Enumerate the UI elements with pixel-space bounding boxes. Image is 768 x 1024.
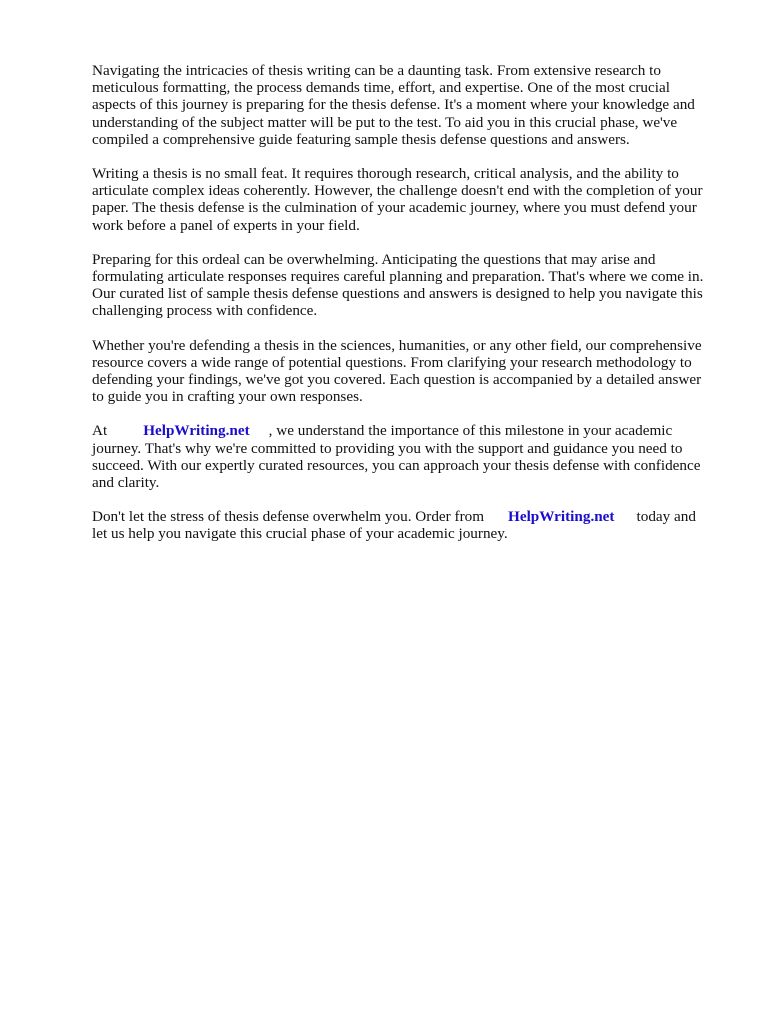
text-line: Navigating the intricacies of thesis writing can be a daunting task. From extensive research to: [92, 62, 661, 79]
text-line: Preparing for this ordeal can be overwhelming. Anticipating the questions that may arise and: [92, 250, 656, 268]
text-line: aspects of this journey is preparing for the thesis defense. It's a moment where your knowledge and: [92, 96, 695, 114]
text-line: articulate complex ideas coherently. However, the challenge doesn't end with the completion of your: [92, 182, 703, 200]
helpwriting-link[interactable]: HelpWriting.net: [508, 508, 615, 526]
paragraph-writing-thesis: [92, 165, 717, 234]
text-line: journey. That's why we're committed to providing you with the support and guidance you need to: [92, 439, 683, 457]
text-segment: Don't let the stress of thesis defense overwhelm you. Order from: [92, 508, 485, 526]
text-segment: , we understand the importance of this milestone in your academic: [268, 422, 673, 440]
text-line: Writing a thesis is no small feat. It requires thorough research, critical analysis, and the ability to: [92, 165, 679, 183]
text-line: defending your findings, we've got you covered. Each question is accompanied by a detailed answer: [92, 371, 702, 389]
paragraph-at-helpwriting: [92, 422, 717, 491]
text-line: resource covers a wide range of potential questions. From clarifying your research methodology to: [92, 353, 692, 371]
document-page: [92, 62, 717, 560]
text-line: to guide you in crafting your own responses.: [92, 388, 363, 406]
text-line: understanding of the subject matter will be put to the test. To aid you in this crucial phase, we've: [92, 113, 678, 131]
paragraph-preparing: [92, 251, 717, 320]
text-line: compiled a comprehensive guide featuring sample thesis defense questions and answers.: [92, 130, 630, 148]
text-line: Our curated list of sample thesis defense questions and answers is designed to help you navigate this: [92, 285, 703, 303]
text-line: [92, 422, 717, 439]
helpwriting-link[interactable]: HelpWriting.net: [143, 422, 250, 440]
paragraph-intro: [92, 62, 717, 148]
text-segment: today and: [636, 508, 696, 526]
paragraph-order: [92, 508, 717, 542]
text-line: Whether you're defending a thesis in the sciences, humanities, or any other field, our comprehensive: [92, 336, 702, 354]
text-line: meticulous formatting, the process demands time, effort, and expertise. One of the most crucial: [92, 79, 670, 97]
text-line: let us help you navigate this crucial phase of your academic journey.: [92, 525, 508, 543]
text-line: succeed. With our expertly curated resources, you can approach your thesis defense with confidence: [92, 456, 701, 474]
text-line: formulating articulate responses requires careful planning and preparation. That's where we come in.: [92, 268, 704, 286]
paragraph-whether: [92, 337, 717, 406]
text-line: [92, 508, 717, 525]
text-line: challenging process with confidence.: [92, 302, 318, 320]
text-segment: At: [92, 422, 108, 440]
text-line: paper. The thesis defense is the culmination of your academic journey, where you must defend your: [92, 199, 697, 217]
text-line: work before a panel of experts in your field.: [92, 216, 360, 234]
text-line: and clarity.: [92, 474, 160, 492]
